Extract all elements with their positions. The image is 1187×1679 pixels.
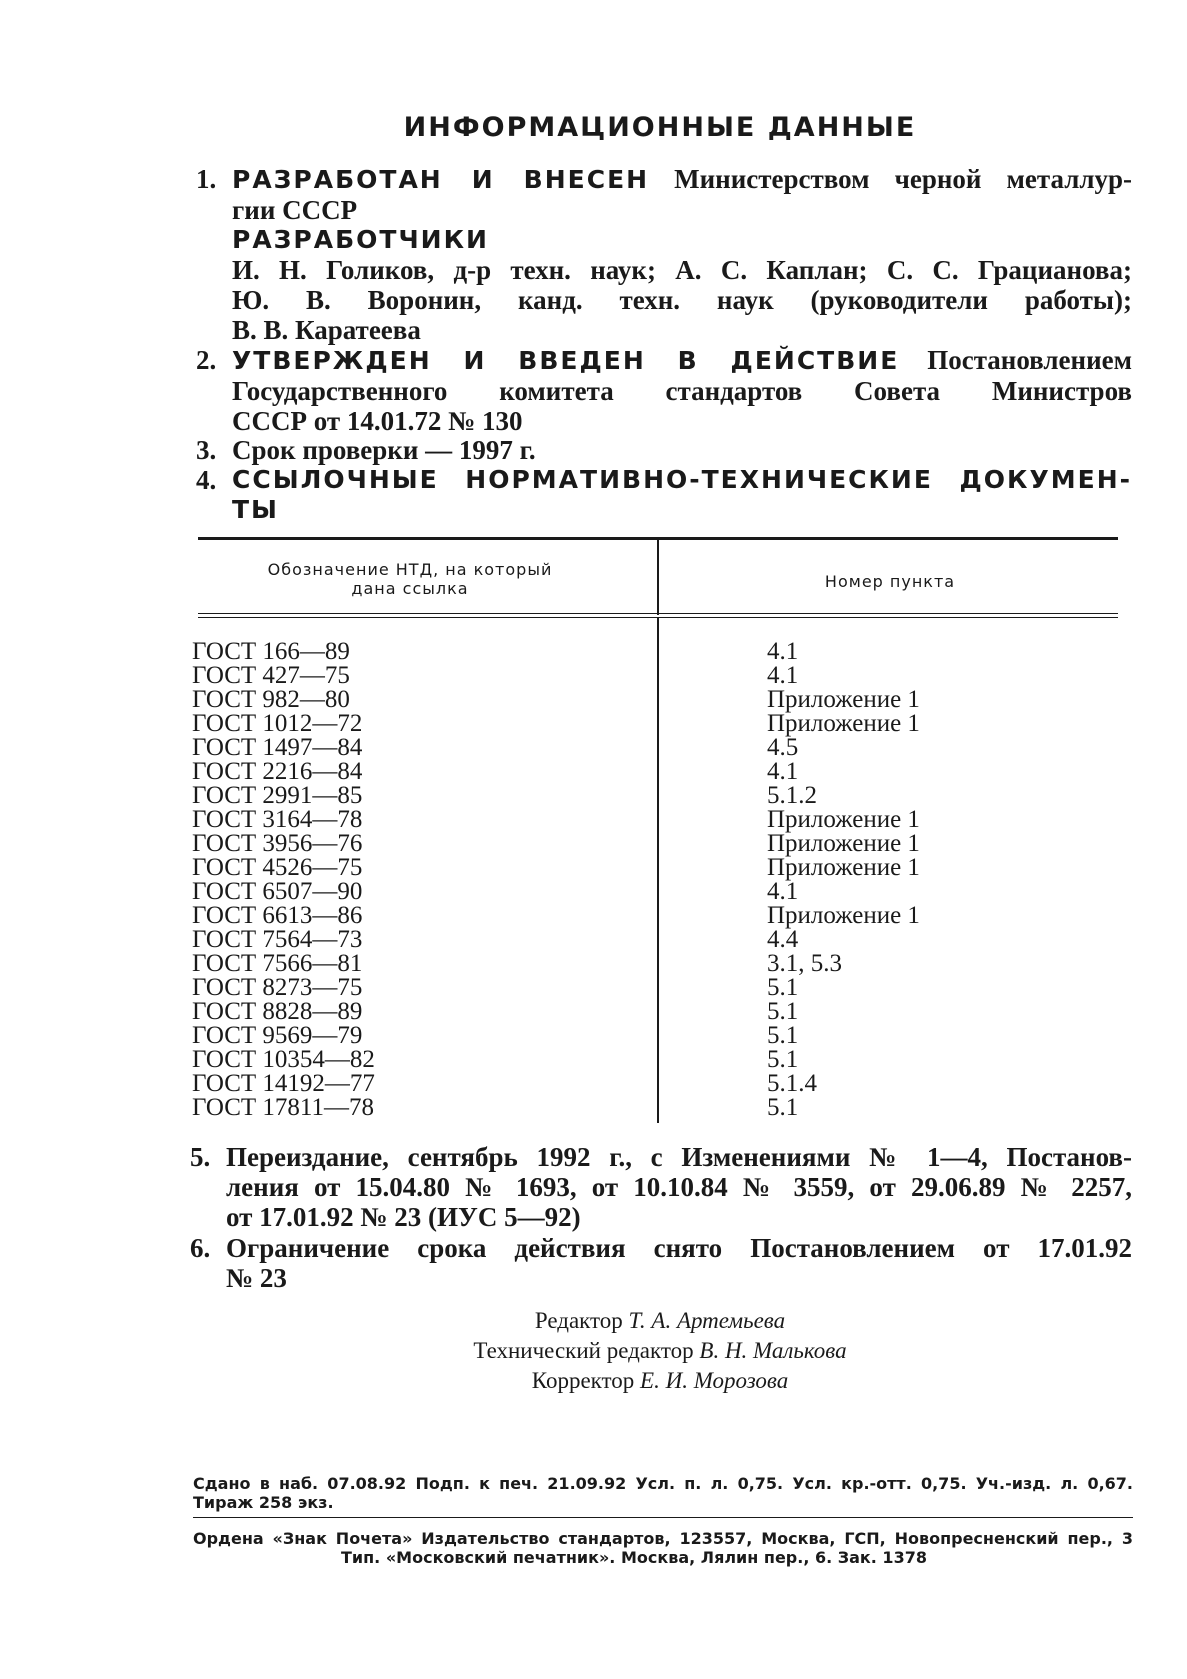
table-cell-document: ГОСТ 7566—81 [192,950,363,977]
table-cell-clause: 4.1 [767,638,799,665]
table-cell-clause: 4.1 [767,878,799,905]
table-cell-clause: 5.1.2 [767,782,817,809]
table-cell-clause: 5.1.4 [767,1070,817,1097]
imprint-block-1 [193,1474,1133,1512]
table-cell-clause: Приложение 1 [767,902,920,929]
table-cell-document: ГОСТ 7564—73 [192,926,363,953]
item-5-line-2: ления от 15.04.80 № 1693, от 10.10.84 № 3559, от 29.06.89 № 2257, [226,1172,1132,1202]
item-6-line-2: № 23 [226,1263,287,1293]
imprint-line-3: Ордена «Знак Почета» Издательство стандартов, 123557, Москва, ГСП, Новопресненский пер., 3 [193,1529,1133,1548]
table-column-clauses [767,640,920,1120]
table-cell-document: ГОСТ 4526—75 [192,854,363,881]
table-header-col1 [230,560,590,598]
table-cell-document: ГОСТ 1497—84 [192,734,363,761]
item-1-first-line [232,164,1132,195]
table-header-col2: Номер пункта [824,572,956,591]
imprint-block-2 [193,1529,1133,1567]
imprint-rule [193,1517,1133,1518]
proofreader-line [0,1368,1187,1394]
item-1-heading: РАЗРАБОТАН И ВНЕСЕН [232,165,650,194]
imprint-line-1: Сдано в наб. 07.08.92 Подп. к печ. 21.09.92 Усл. п. л. 0,75. Усл. кр.-отт. 0,75. Уч.-изд. л. 0,67. [193,1474,1133,1493]
table-cell-clause: Приложение 1 [767,830,920,857]
imprint-line-2: Тираж 258 экз. [193,1493,334,1512]
item-2-first-line [232,345,1132,376]
table-cell-document: ГОСТ 3164—78 [192,806,363,833]
developers-line-1: И. Н. Голиков, д-р техн. наук; А. С. Каплан; С. С. Грацианова; [232,255,1132,285]
item-4-heading-b: ТЫ [232,495,279,524]
tech-editor-line [0,1338,1187,1364]
table-cell-document: ГОСТ 427—75 [192,662,350,689]
item-2-text-b: Государственного комитета стандартов Совета Министров [232,376,1132,406]
imprint-line-4: Тип. «Московский печатник». Москва, Лялин пер., 6. Зак. 1378 [341,1548,927,1567]
table-cell-document: ГОСТ 2991—85 [192,782,363,809]
table-cell-clause: 4.5 [767,734,799,761]
table-header-col1-line2: дана ссылка [351,579,469,598]
item-6 [226,1233,1132,1293]
table-cell-document: ГОСТ 3956—76 [192,830,363,857]
item-1-number: 1. [196,164,217,194]
table-cell-clause: 5.1 [767,974,799,1001]
table-cell-document: ГОСТ 982—80 [192,686,350,713]
item-2-text-c: СССР от 14.01.72 № 130 [232,406,523,436]
table-cell-clause: 4.1 [767,662,799,689]
table-cell-clause: Приложение 1 [767,710,920,737]
item-2-number: 2. [196,345,217,375]
table-header-rule-1 [198,613,1118,614]
item-5 [226,1142,1132,1232]
table-cell-document: ГОСТ 6507—90 [192,878,363,905]
table-header-divider [657,540,659,615]
tech-editor-role: Технический редактор [473,1338,694,1363]
table-cell-clause: 4.1 [767,758,799,785]
item-3-text: Срок проверки — 1997 г. [232,435,536,465]
developers-heading: РАЗРАБОТЧИКИ [232,225,489,254]
item-1-text-b: гии СССР [232,195,358,225]
item-2-heading: УТВЕРЖДЕН И ВВЕДЕН В ДЕЙСТВИЕ [232,346,900,375]
item-6-number [190,1233,210,1263]
table-cell-document: ГОСТ 9569—79 [192,1022,363,1049]
editor-line [0,1308,1187,1334]
table-cell-clause: 5.1 [767,1094,799,1121]
tech-editor-name: В. Н. Малькова [699,1338,847,1363]
table-cell-clause: Приложение 1 [767,686,920,713]
table-cell-document: ГОСТ 8828—89 [192,998,363,1025]
item-5-number [190,1142,210,1172]
table-cell-clause: 5.1 [767,998,799,1025]
table-cell-document: ГОСТ 2216—84 [192,758,363,785]
table-cell-document: ГОСТ 14192—77 [192,1070,375,1097]
developers-line-3: В. В. Каратеева [232,315,421,345]
table-header-col1-line1: Обозначение НТД, на который [267,560,553,579]
editor-name: Т. А. Артемьева [628,1308,786,1333]
item-1-text-a: Министерством черной металлур- [674,164,1133,194]
item-5-line-1: Переиздание, сентябрь 1992 г., с Изменениями № 1—4, Постанов- [226,1142,1132,1172]
item-6-num: 6. [190,1233,211,1263]
item-6-line-1: Ограничение срока действия снято Постановлением от 17.01.92 [226,1233,1132,1263]
table-cell-clause: 4.4 [767,926,799,953]
item-4-number: 4. [196,465,217,495]
editor-role: Редактор [534,1308,623,1333]
table-cell-document: ГОСТ 166—89 [192,638,350,665]
table-cell-document: ГОСТ 17811—78 [192,1094,374,1121]
developers-line-2: Ю. В. Воронин, канд. техн. наук (руководители работы); [232,285,1132,315]
item-5-num: 5. [190,1142,211,1172]
table-cell-document: ГОСТ 8273—75 [192,974,363,1001]
item-4-heading-a: ССЫЛОЧНЫЕ НОРМАТИВНО-ТЕХНИЧЕСКИЕ ДОКУМЕН- [232,465,1132,494]
proofreader-name: Е. И. Морозова [640,1368,789,1393]
item-5-line-3: от 17.01.92 № 23 (ИУС 5—92) [226,1202,581,1232]
item-3-number: 3. [196,435,217,465]
table-cell-clause: Приложение 1 [767,854,920,881]
item-2-text-a: Постановлением [927,345,1133,375]
table-body-divider [657,618,659,1123]
table-cell-document: ГОСТ 1012—72 [192,710,363,737]
table-cell-clause: 3.1, 5.3 [767,950,842,977]
table-cell-document: ГОСТ 10354—82 [192,1046,375,1073]
table-cell-clause: 5.1 [767,1022,799,1049]
table-cell-clause: 5.1 [767,1046,799,1073]
table-cell-clause: Приложение 1 [767,806,920,833]
page-title: ИНФОРМАЦИОННЫЕ ДАННЫЕ [403,112,917,143]
proofreader-role: Корректор [531,1368,635,1393]
table-cell-document: ГОСТ 6613—86 [192,902,363,929]
table-column-documents [192,640,375,1120]
